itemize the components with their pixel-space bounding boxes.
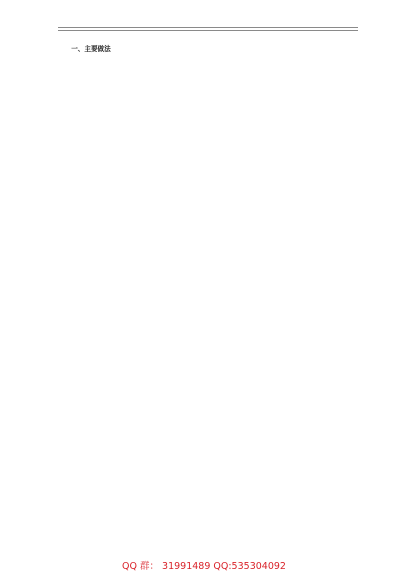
footer-contact: QQ 群： 31991489 QQ:535304092 bbox=[122, 561, 286, 572]
header-rule-bottom bbox=[58, 30, 358, 31]
section-heading: 一、主要做法 bbox=[71, 45, 111, 53]
document-body bbox=[58, 40, 358, 548]
header-rule-top bbox=[58, 27, 358, 28]
